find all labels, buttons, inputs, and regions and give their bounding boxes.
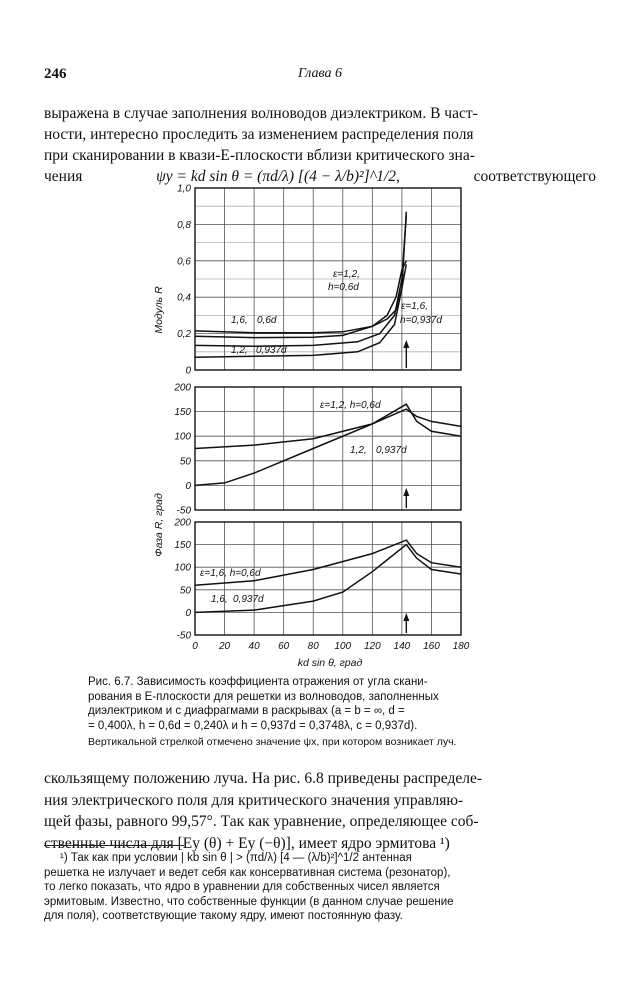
series-line (195, 215, 406, 346)
text-line: ния электрического поля для критического значения управляю- (44, 791, 464, 809)
y-tick-label: 0,8 (177, 219, 191, 231)
label-top-0937d: 0,937d (256, 345, 287, 356)
figure-caption (88, 675, 552, 750)
chapter-title: Глава 6 (298, 66, 342, 81)
x-tick-label: 140 (393, 641, 411, 652)
modulus-panel (177, 184, 461, 377)
y-tick-label: -50 (176, 630, 191, 642)
phase-panel-eps12 (173, 383, 461, 517)
footnote (44, 851, 596, 924)
x-tick-label: 80 (307, 641, 319, 652)
label-top-eps16-a: ε=1,6, (401, 301, 428, 312)
critical-arrow-head (403, 488, 409, 496)
critical-arrow-head (403, 340, 409, 348)
footnote-divider (44, 845, 184, 846)
y-tick-label: 200 (174, 517, 191, 529)
x-tick-label: 60 (278, 641, 290, 652)
y-tick-label: 100 (174, 431, 191, 443)
label-mid-0937d: 0,937d (376, 445, 407, 456)
y-tick-label: -50 (176, 505, 191, 517)
footnote-line: эрмитовым. Известно, что собственные функции (в данном случае решение (44, 895, 454, 908)
footnote-line: для поля), соответствующие такому ядру, имеют постоянную фазу. (44, 910, 403, 922)
formula: ψy = kd sin θ = (πd/λ) [(4 − λ/b)²]^1/2, (156, 168, 400, 185)
intro-paragraph (44, 103, 596, 187)
y-tick-label: 0 (185, 607, 191, 619)
phase-axis-title: Фаза R, град (153, 493, 165, 557)
label-top-16: 1,6, (231, 315, 248, 326)
text-line: щей фазы, равного 99,57°. Так как уравнение, определяющее соб- (44, 813, 479, 830)
label-top-eps12-a: ε=1,2, (333, 269, 360, 280)
y-tick-label: 0,4 (177, 292, 191, 304)
caption-note: Вертикальной стрелкой отмечено значение ψx, при котором возникает луч. (88, 736, 457, 748)
y-tick-label: 50 (179, 456, 191, 468)
series-line (195, 404, 461, 485)
y-tick-label: 0 (185, 480, 191, 492)
caption-line: диэлектриком и с диафрагмами в раскрывах (a = b = ∞, d = (88, 705, 405, 717)
text-line: ственные числа для [Ey (θ) + Ey (−θ)], имеет ядро эрмитова ¹) (44, 834, 450, 852)
label-top-12: 1,2, (231, 345, 248, 356)
label-mid-12: 1,2, (350, 445, 367, 456)
x-tick-label: 0 (192, 641, 198, 652)
critical-arrow-head (403, 613, 409, 621)
y-tick-label: 200 (174, 382, 191, 394)
label-top-eps16-b: h=0,937d (400, 315, 442, 326)
caption-line: рования в E-плоскости для решетки из волноводов, заполненных (88, 690, 439, 703)
label-top-06d: 0,6d (257, 315, 277, 326)
label-bot-eps16: ε=1,6, h=0,6d (200, 568, 261, 579)
x-tick-label: 160 (423, 641, 440, 652)
x-tick-label: 120 (363, 641, 381, 652)
modulus-axis-title: Модуль R (153, 286, 165, 334)
series-line (195, 264, 406, 332)
y-tick-label: 150 (174, 540, 191, 552)
text-fragment: чения (44, 168, 83, 185)
text-line: скользящему положению луча. На рис. 6.8 приведены распределе- (44, 770, 482, 787)
text-line: выражена в случае заполнения волноводов диэлектриком. В част- (44, 105, 478, 122)
page-number: 246 (44, 66, 67, 82)
y-tick-label: 100 (174, 562, 191, 574)
label-top-eps12-b: h=0,6d (328, 282, 359, 293)
caption-line: = 0,400λ, h = 0,6d = 0,240λ и h = 0,937d = 0,3748λ, c = 0,937d). (88, 719, 418, 732)
label-mid-eps12: ε=1,2, h=0,6d (320, 400, 381, 411)
caption-line: Рис. 6.7. Зависимость коэффициента отражения от угла скани- (88, 676, 428, 688)
x-axis-title: kd sin θ, град (297, 657, 363, 669)
y-tick-label: 0 (185, 365, 191, 377)
x-tick-label: 20 (218, 641, 231, 652)
y-tick-label: 50 (179, 585, 191, 597)
x-tick-label: 100 (334, 641, 352, 652)
figure-6-7 (150, 180, 480, 675)
x-tick-label: 180 (452, 641, 470, 652)
label-bot-0937d: 0,937d (233, 594, 264, 605)
text-fragment: соответствующего (473, 168, 596, 185)
footnote-line: ¹) Так как при условии | kb sin θ | > (πd/λ) [4 — (λ/b)²]^1/2 антенная (60, 852, 412, 864)
y-tick-label: 150 (174, 407, 191, 419)
x-tick-label: 40 (248, 641, 260, 652)
label-bot-16: 1,6, (211, 594, 228, 605)
y-tick-label: 0,6 (177, 256, 191, 268)
phase-panel-eps16 (173, 518, 469, 653)
text-line: при сканировании в квази-E-плоскости вблизи критического зна- (44, 147, 475, 164)
footnote-line: решетка не излучает и ведет себя как консервативная система (резонатор), (44, 866, 451, 879)
page-header (44, 66, 596, 86)
y-tick-label: 0,2 (177, 329, 191, 341)
y-tick-label: 1,0 (177, 183, 191, 195)
series-line (195, 261, 406, 338)
text-line: ности, интересно проследить за изменением распределения поля (44, 126, 474, 143)
reflection-chart-svg (150, 180, 480, 675)
second-paragraph (44, 768, 596, 854)
footnote-line: то легко показать, что ядро в уравнении для собственных чисел является (44, 881, 440, 893)
